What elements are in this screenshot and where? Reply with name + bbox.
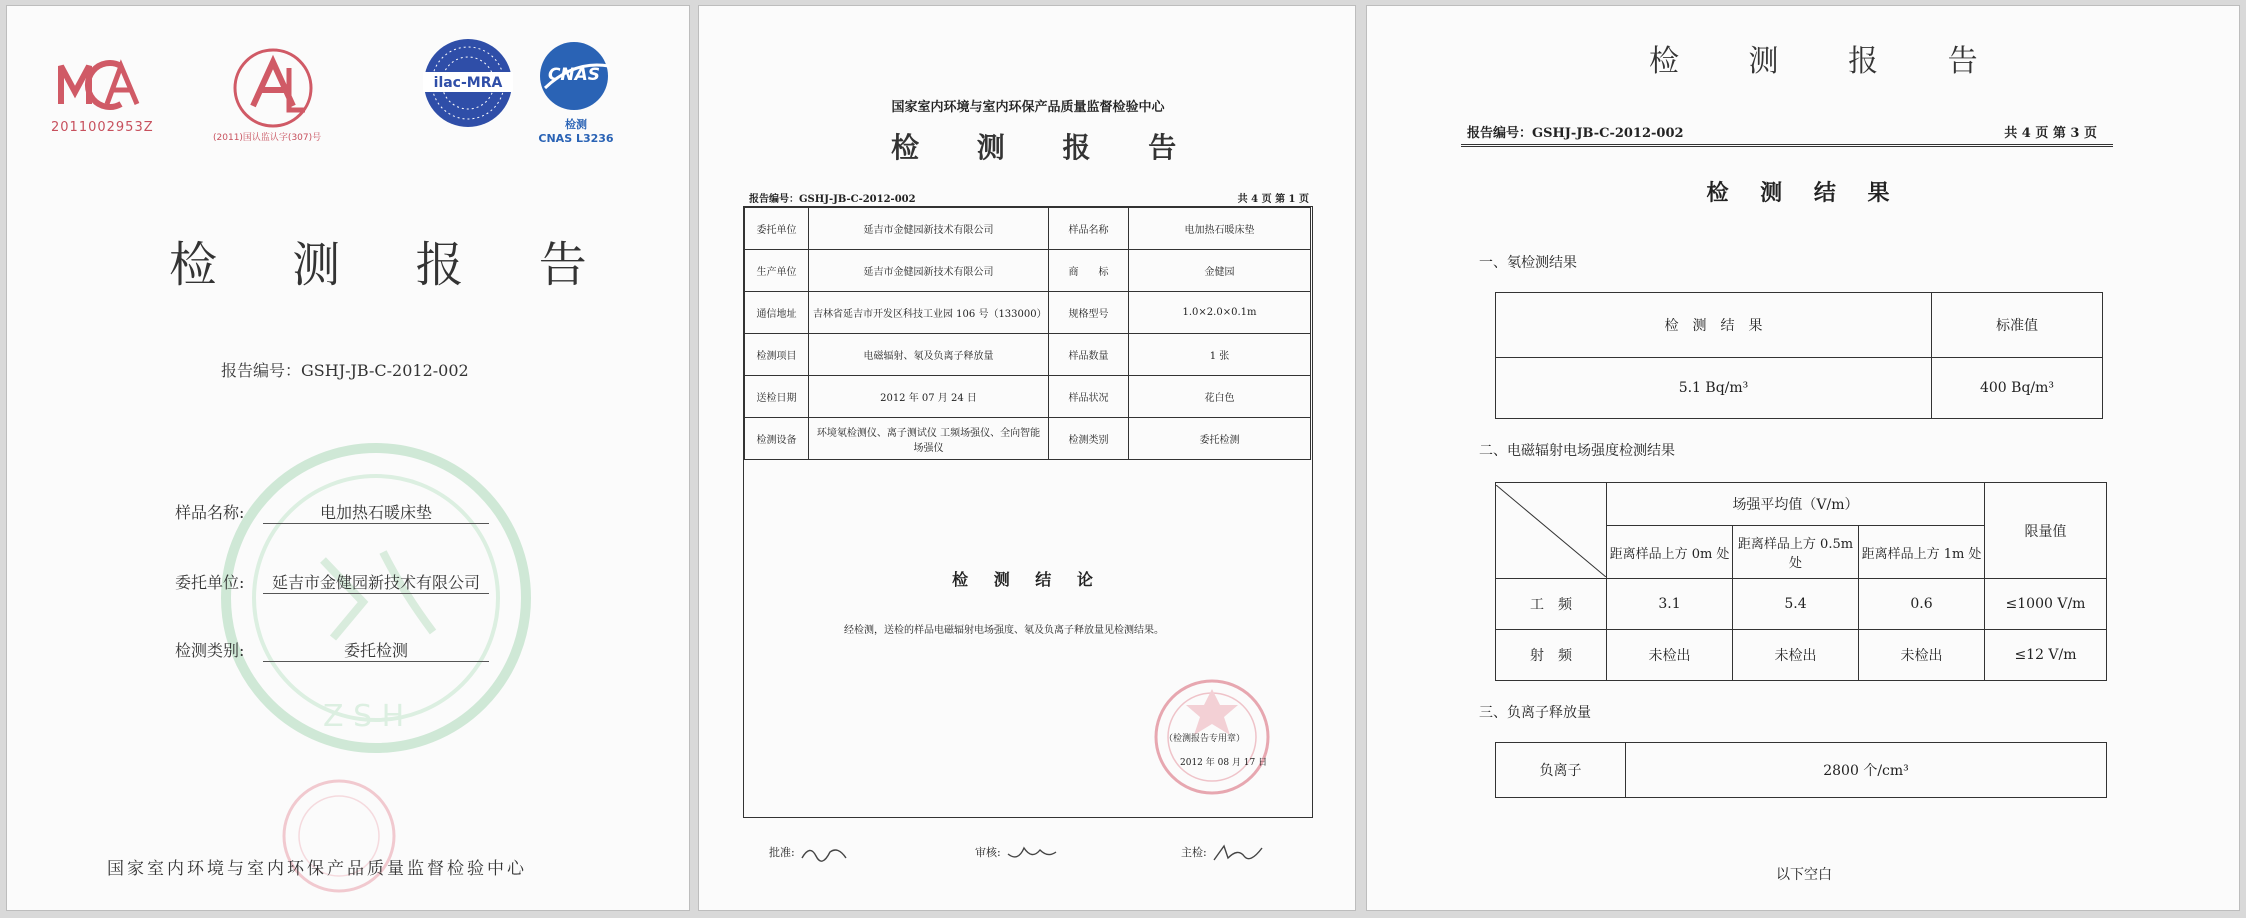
cell-label: 样品数量 — [1049, 334, 1129, 376]
measured-value: 未检出 — [1607, 630, 1733, 681]
cell-value: 1 张 — [1129, 334, 1311, 376]
header-cell: 标准值 — [1932, 293, 2103, 358]
table-row — [745, 376, 1311, 418]
cell-value: 延吉市金健园新技术有限公司 — [809, 250, 1049, 292]
issuing-center: 国家室内环境与室内环保产品质量监督检验中心 — [891, 100, 1165, 115]
cell-label: 检测项目 — [745, 334, 809, 376]
conclusion-text: 经检测，送检的样品电磁辐射电场强度、氡及负离子释放量见检测结果。 — [844, 625, 1164, 636]
header-cell: 检 测 结 果 — [1496, 293, 1932, 358]
diagonal-line-icon — [1496, 485, 1606, 577]
summary-table — [744, 207, 1311, 460]
inspector-signature — [1181, 842, 1266, 864]
table-row — [1496, 743, 2107, 798]
cell-value: 委托检测 — [1129, 418, 1311, 460]
column-header: 距离样品上方 0.5m 处 — [1733, 526, 1859, 579]
limit-header: 限量值 — [1985, 483, 2107, 579]
row-label: 射 频 — [1496, 630, 1607, 681]
results-subtitle: 检 测 结 果 — [1706, 180, 1902, 206]
radon-standard: 400 Bq/m³ — [1932, 358, 2103, 419]
cnas-code: 检测 CNAS L3236 — [538, 118, 614, 145]
cell-value: 吉林省延吉市开发区科技工业园 106 号（133000） — [809, 292, 1049, 334]
measured-value: 0.6 — [1859, 579, 1985, 630]
cell-value: 延吉市金健园新技术有限公司 — [809, 208, 1049, 250]
handwritten-signature-icon — [798, 842, 854, 864]
table-row — [745, 208, 1311, 250]
ion-table — [1495, 742, 2107, 798]
reviewer-signature — [975, 842, 1060, 864]
cell-value: 1.0×2.0×0.1m — [1129, 292, 1311, 334]
limit-value: ≤1000 V/m — [1985, 579, 2107, 630]
table-row — [745, 250, 1311, 292]
cell-label: 样品名称 — [1049, 208, 1129, 250]
cell-value: 花白色 — [1129, 376, 1311, 418]
cell-value: 电磁辐射、氡及负离子释放量 — [809, 334, 1049, 376]
seal-date: 2012 年 08 月 17 日 — [1180, 758, 1268, 768]
handwritten-signature-icon — [1210, 842, 1266, 864]
svg-text:CNAS: CNAS — [547, 65, 601, 85]
report-header-line — [749, 190, 1309, 205]
cal-logo-icon — [229, 44, 317, 132]
field-label: 委托单位: — [175, 573, 245, 592]
measured-value: 未检出 — [1733, 630, 1859, 681]
cell-label: 通信地址 — [745, 292, 809, 334]
table-row — [1496, 293, 2103, 358]
table-row — [1496, 358, 2103, 419]
emf-table — [1495, 482, 2107, 681]
cell-label: 样品状况 — [1049, 376, 1129, 418]
cma-logo-icon — [51, 52, 147, 116]
report-number: 报告编号：GSHJ-JB-C-2012-002 — [749, 194, 916, 205]
inspector-label: 主检: — [1181, 846, 1207, 859]
svg-text:ilac-MRA: ilac-MRA — [433, 75, 503, 91]
field-label: 检测类别: — [175, 641, 245, 660]
report-title: 检 测 报 告 — [891, 131, 1201, 164]
test-type-row — [175, 638, 505, 661]
ion-label: 负离子 — [1496, 743, 1626, 798]
zsh-watermark-icon — [213, 442, 539, 754]
cell-value: 电加热石暖床垫 — [1129, 208, 1311, 250]
field-value: 委托检测 — [263, 638, 489, 662]
cell-label: 送检日期 — [745, 376, 809, 418]
page-info: 共 4 页 第 3 页 — [2004, 126, 2097, 141]
cell-value: 环境氡检测仪、离子测试仪 工频场强仪、全向智能场强仪 — [809, 418, 1049, 460]
measured-value: 3.1 — [1607, 579, 1733, 630]
cal-code: (2011)国认监认字(307)号 — [213, 133, 322, 143]
radon-value: 5.1 Bq/m³ — [1496, 358, 1932, 419]
seal-caption: （检测报告专用章） — [1164, 734, 1246, 744]
measured-value: 5.4 — [1733, 579, 1859, 630]
cell-value: 2012 年 07 月 24 日 — [809, 376, 1049, 418]
client-row — [175, 570, 505, 593]
faint-seal-icon — [2193, 306, 2240, 466]
svg-text:Z S H: Z S H — [323, 699, 405, 734]
cell-label: 商 标 — [1049, 250, 1129, 292]
cell-label: 检测设备 — [745, 418, 809, 460]
section-emf-title: 二、电磁辐射电场强度检测结果 — [1479, 443, 1675, 459]
ilac-mra-logo-icon — [419, 34, 517, 132]
cell-value: 金健园 — [1129, 250, 1311, 292]
measured-value: 未检出 — [1859, 630, 1985, 681]
sample-name-row — [175, 500, 505, 523]
report-number: 报告编号：GSHJ-JB-C-2012-002 — [221, 361, 469, 380]
page-info: 共 4 页 第 1 页 — [1237, 194, 1309, 205]
approve-label: 批准: — [769, 846, 795, 859]
section-ion-title: 三、负离子释放量 — [1479, 705, 1591, 721]
column-header: 距离样品上方 1m 处 — [1859, 526, 1985, 579]
cell-label: 规格型号 — [1049, 292, 1129, 334]
report-results-page — [1366, 5, 2240, 911]
header-divider — [1461, 144, 2113, 147]
ion-value: 2800 个/cm³ — [1626, 743, 2107, 798]
section-radon-title: 一、氡检测结果 — [1479, 255, 1577, 271]
radon-table — [1495, 292, 2103, 419]
report-cover-page — [6, 5, 690, 911]
row-label: 工 频 — [1496, 579, 1607, 630]
field-value: 电加热石暖床垫 — [263, 500, 489, 524]
group-header: 场强平均值（V/m） — [1607, 483, 1985, 526]
report-title: 检 测 报 告 — [1649, 44, 2008, 79]
cma-code: 2011002953Z — [51, 120, 154, 135]
limit-value: ≤12 V/m — [1985, 630, 2107, 681]
field-label: 样品名称: — [175, 503, 245, 522]
cell-label: 生产单位 — [745, 250, 809, 292]
report-header-line — [1467, 122, 2097, 141]
report-title: 检 测 报 告 — [169, 237, 617, 293]
field-value: 延吉市金健园新技术有限公司 — [263, 570, 489, 594]
table-row — [1496, 630, 2107, 681]
handwritten-signature-icon — [1004, 842, 1060, 864]
diagonal-corner-cell — [1496, 483, 1607, 579]
report-number: 报告编号：GSHJ-JB-C-2012-002 — [1467, 126, 1684, 141]
review-label: 审核: — [975, 846, 1001, 859]
issuing-center: 国家室内环境与室内环保产品质量监督检验中心 — [107, 859, 527, 879]
cell-label: 检测类别 — [1049, 418, 1129, 460]
table-row — [1496, 483, 2107, 526]
report-summary-page — [698, 5, 1356, 911]
end-note: 以下空白 — [1776, 867, 1832, 883]
table-row — [745, 292, 1311, 334]
column-header: 距离样品上方 0m 处 — [1607, 526, 1733, 579]
approver-signature — [769, 842, 854, 864]
table-row — [745, 418, 1311, 460]
conclusion-title: 检 测 结 论 — [952, 570, 1103, 589]
table-row — [745, 334, 1311, 376]
table-row — [1496, 579, 2107, 630]
cell-label: 委托单位 — [745, 208, 809, 250]
summary-box — [743, 206, 1313, 818]
